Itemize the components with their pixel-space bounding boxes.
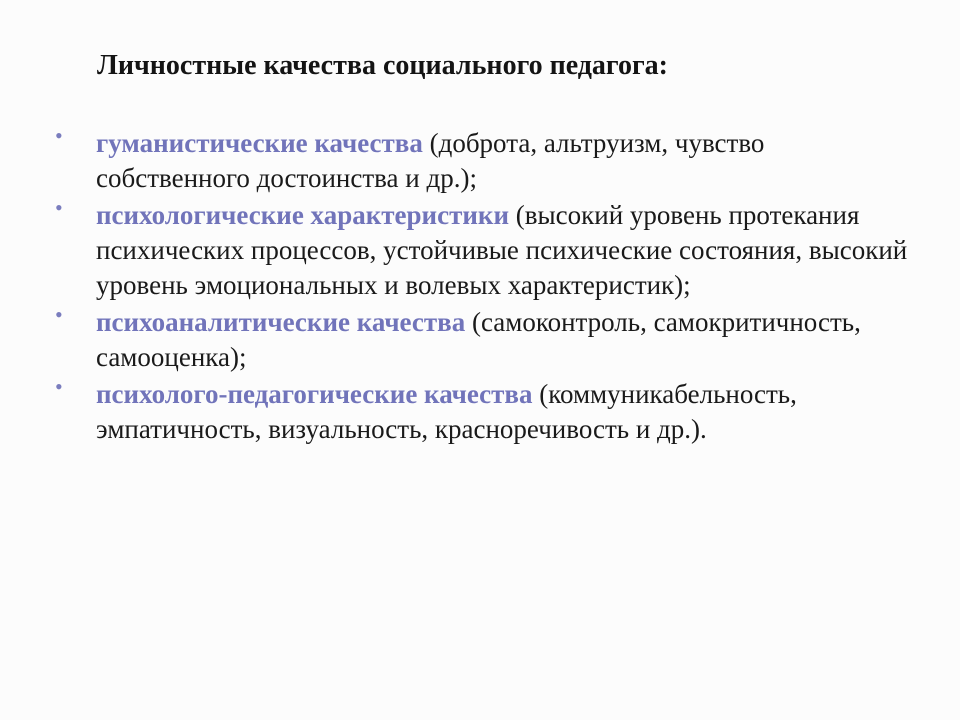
- bullet-dot-icon: •: [55, 123, 63, 148]
- slide-title: Личностные качества социального педагога:: [97, 50, 668, 81]
- list-item-psychological: [55, 195, 915, 303]
- list-item-humanistic: [55, 123, 915, 196]
- list-item-psychoanalytic: [55, 302, 915, 375]
- bullet-dot-icon: •: [55, 374, 63, 399]
- list-item-pedagogical: [55, 374, 915, 447]
- list-item-term: психолого-педагогические качества: [96, 379, 533, 409]
- list-item-term: психологические характеристики: [96, 200, 510, 230]
- list-item-term: гуманистические качества: [96, 128, 423, 158]
- bullet-dot-icon: •: [55, 302, 63, 327]
- list-item-term: психоаналитические качества: [96, 307, 466, 337]
- list-item-description: (коммуникабельность, эмпатичность, визуальность, красноречивость и др.).: [96, 379, 797, 444]
- list-item-description: (самоконтроль, самокритичность, самооценка);: [96, 307, 861, 372]
- list-item-description: (высокий уровень протекания психических процессов, устойчивые психические состояния, высокий уровень эмоциональных и волевых характеристик);: [96, 200, 908, 300]
- list-item-description: (доброта, альтруизм, чувство собственного достоинства и др.);: [96, 128, 765, 193]
- bullet-dot-icon: •: [55, 195, 63, 220]
- qualities-list: [55, 123, 915, 449]
